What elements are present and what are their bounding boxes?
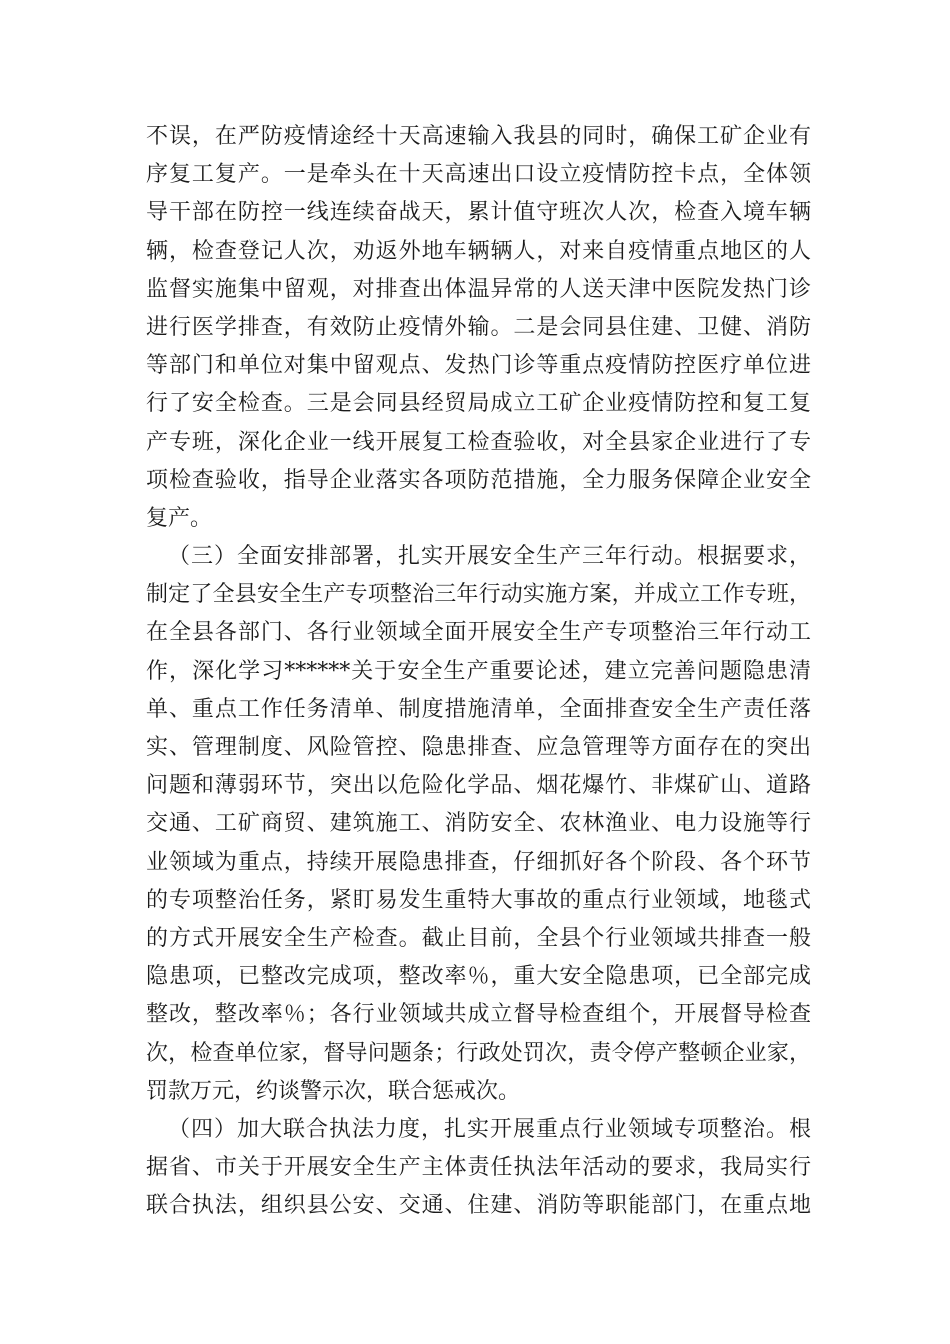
text-line: 监督实施集中留观，对排查出体温异常的人送天津中医院发热门诊 [146, 276, 811, 302]
text-line: 业领域为重点，持续开展隐患排查，仔细抓好各个阶段、各个环节 [146, 849, 811, 875]
text-line: 罚款万元，约谈警示次，联合惩戒次。 [146, 1078, 521, 1104]
text-line: 整改，整改率％；各行业领域共成立督导检查组个，开展督导检查 [146, 1002, 811, 1028]
text-line: 的专项整治任务，紧盯易发生重特大事故的重点行业领域，地毯式 [146, 887, 811, 913]
text-line: 问题和薄弱环节，突出以危险化学品、烟花爆竹、非煤矿山、道路 [146, 773, 811, 799]
text-line: 单、重点工作任务清单、制度措施清单，全面排查安全生产责任落 [146, 696, 811, 722]
text-line: 隐患项，已整改完成项，整改率％，重大安全隐患项，已全部完成 [146, 964, 811, 990]
text-line: 序复工复产。一是牵头在十天高速出口设立疫情防控卡点，全体领 [146, 162, 811, 188]
text-line: 不误，在严防疫情途经十天高速输入我县的同时，确保工矿企业有 [146, 124, 811, 149]
text-line: 的方式开展安全生产检查。截止目前，全县个行业领域共排查一般 [146, 925, 811, 951]
text-line: 辆，检查登记人次，劝返外地车辆辆人，对来自疫情重点地区的人 [146, 238, 811, 264]
text-line: 制定了全县安全生产专项整治三年行动实施方案，并成立工作专班， [146, 582, 811, 608]
text-line: 实、管理制度、风险管控、隐患排查、应急管理等方面存在的突出 [146, 735, 811, 760]
text-line: 联合执法，组织县公安、交通、住建、消防等职能部门，在重点地 [146, 1193, 811, 1219]
text-line: 次，检查单位家，督导问题条；行政处罚次，责令停产整顿企业家， [146, 1040, 811, 1066]
text-line: 进行医学排查，有效防止疫情外输。二是会同县住建、卫健、消防 [146, 314, 811, 340]
text-line: 产专班，深化企业一线开展复工检查验收，对全县家企业进行了专 [146, 429, 811, 455]
text-line: 作，深化学习******关于安全生产重要论述，建立完善问题隐患清 [146, 658, 811, 684]
text-line: 交通、工矿商贸、建筑施工、消防安全、农林渔业、电力设施等行 [146, 811, 811, 837]
text-line: （三）全面安排部署，扎实开展安全生产三年行动。根据要求， [168, 544, 811, 570]
document-body [146, 118, 811, 1225]
text-line: 复产。 [146, 505, 213, 531]
text-line: 行了安全检查。三是会同县经贸局成立工矿企业疫情防控和复工复 [146, 391, 811, 417]
text-line: 在全县各部门、各行业领域全面开展安全生产专项整治三年行动工 [146, 620, 811, 646]
text-line: 等部门和单位对集中留观点、发热门诊等重点疫情防控医疗单位进 [146, 353, 811, 379]
text-line: （四）加大联合执法力度，扎实开展重点行业领域专项整治。根 [168, 1116, 811, 1142]
text-line: 据省、市关于开展安全生产主体责任执法年活动的要求，我局实行 [146, 1155, 811, 1181]
text-line: 导干部在防控一线连续奋战天，累计值守班次人次，检查入境车辆 [146, 200, 811, 226]
text-line: 项检查验收，指导企业落实各项防范措施，全力服务保障企业安全 [146, 467, 811, 493]
